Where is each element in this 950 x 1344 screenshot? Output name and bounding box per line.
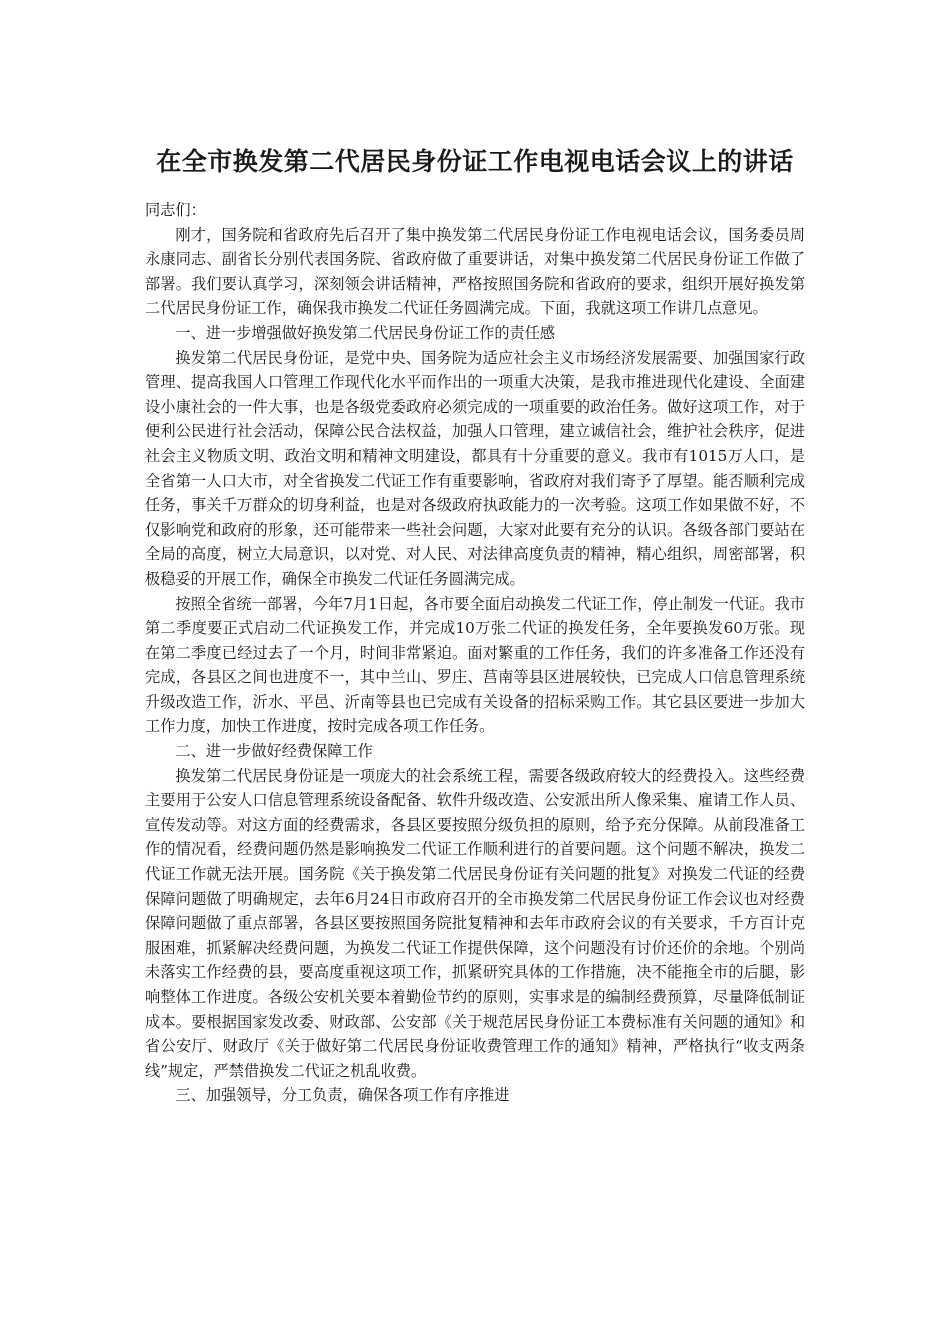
salutation: 同志们： — [145, 201, 206, 219]
document-title: 在全市换发第二代居民身份证工作电视电话会议上的讲话 — [156, 147, 794, 176]
paragraph-funding: 换发第二代居民身份证是一项庞大的社会系统工程，需要各级政府较大的经费投入。这些经费主要用于公安人口信息管理系统设备配备、软件升级改造、公安派出所人像采集、雇请工作人员、宣传发动等。对这方面的经费需求，各县区要按照分级负担的原则，给予充分保障。从前段准备工作的情况看，经费问题仍然是影响换发二代证工作顺利进行的首要问题。这个问题不解决，换发二代证工作就无法开展。国务院《关于换发第二代居民身份证有关问题的批复》对换发二代证的经费保障问题做了明确规定，去年6月24日市政府召开的全市换发第二代居民身份证工作会议也对经费保障问题做了重点部署，各县区要按照国务院批复精神和去年市政府会议的有关要求，千方百计克服困难，抓紧解决经费问题，为换发二代证工作提供保障，这个问题没有讨价还价的余地。个别尚未落实工作经费的县，要高度重视这项工作，抓紧研究具体的工作措施，决不能拖全市的后腿，影响整体工作进度。各级公安机关要本着勤俭节约的原则，实事求是的编制经费预算，尽量降低制证成本。要根据国家发改委、财政部、公安部《关于规范居民身份证工本费标准有关问题的通知》和省公安厅、财政厅《关于做好第二代居民身份证收费管理工作的通知》精神，严格执行“收支两条线”规定，严禁借换发二代证之机乱收费。 — [145, 766, 805, 1080]
paragraph-responsibility: 换发第二代居民身份证，是党中央、国务院为适应社会主义市场经济发展需要、加强国家行政管理、提高我国人口管理工作现代化水平而作出的一项重大决策，是我市推进现代化建设、全面建设小康社会的一件大事，也是各级党委政府必须完成的一项重要的政治任务。做好这项工作，对于便利公民进行社会活动，保障公民合法权益，加强人口管理，建立诚信社会，维护社会秩序，促进社会主义物质文明、政治文明和精神文明建设，都具有十分重要的意义。我市有1015万人口，是全省第一人口大市，对全省换发二代证工作有重要影响，省政府对我们寄予了厚望。能否顺利完成任务，事关千万群众的切身利益，也是对各级政府执政能力的一次考验。这项工作如果做不好，不仅影响党和政府的形象，还可能带来一些社会问题，大家对此要有充分的认识。各级各部门要站在全局的高度，树立大局意识，以对党、对人民、对法律高度负责的精神，精心组织，周密部署，积极稳妥的开展工作，确保全市换发二代证任务圆满完成。 — [145, 348, 805, 588]
document-body — [145, 198, 805, 1108]
section-heading-2: 二、进一步做好经费保障工作 — [175, 742, 373, 761]
paragraph-schedule: 按照全省统一部署，今年7月1日起，各市要全面启动换发二代证工作，停止制发一代证。我市第二季度要正式启动二代证换发工作，并完成10万张二代证的换发任务，全年要换发60万张。现在第二季度已经过去了一个月，时间非常紧迫。面对繁重的工作任务，我们的许多准备工作还没有完成，各县区之间也进度不一，其中兰山、罗庄、莒南等县区进展较快，已完成人口信息管理系统升级改造工作，沂水、平邑、沂南等县也已完成有关设备的招标采购工作。其它县区要进一步加大工作力度，加快工作进度，按时完成各项工作任务。 — [145, 594, 805, 736]
paragraph-intro: 刚才，国务院和省政府先后召开了集中换发第二代居民身份证工作电视电话会议，国务委员周永康同志、副省长分别代表国务院、省政府做了重要讲话，对集中换发第二代居民身份证工作做了部署。我们要认真学习，深刻领会讲话精神，严格按照国务院和省政府的要求，组织开展好换发第二代居民身份证工作，确保我市换发二代证任务圆满完成。下面，我就这项工作讲几点意见。 — [145, 225, 805, 318]
section-heading-1: 一、进一步增强做好换发第二代居民身份证工作的责任感 — [175, 323, 556, 342]
section-heading-3: 三、加强领导，分工负责，确保各项工作有序推进 — [175, 1086, 510, 1105]
